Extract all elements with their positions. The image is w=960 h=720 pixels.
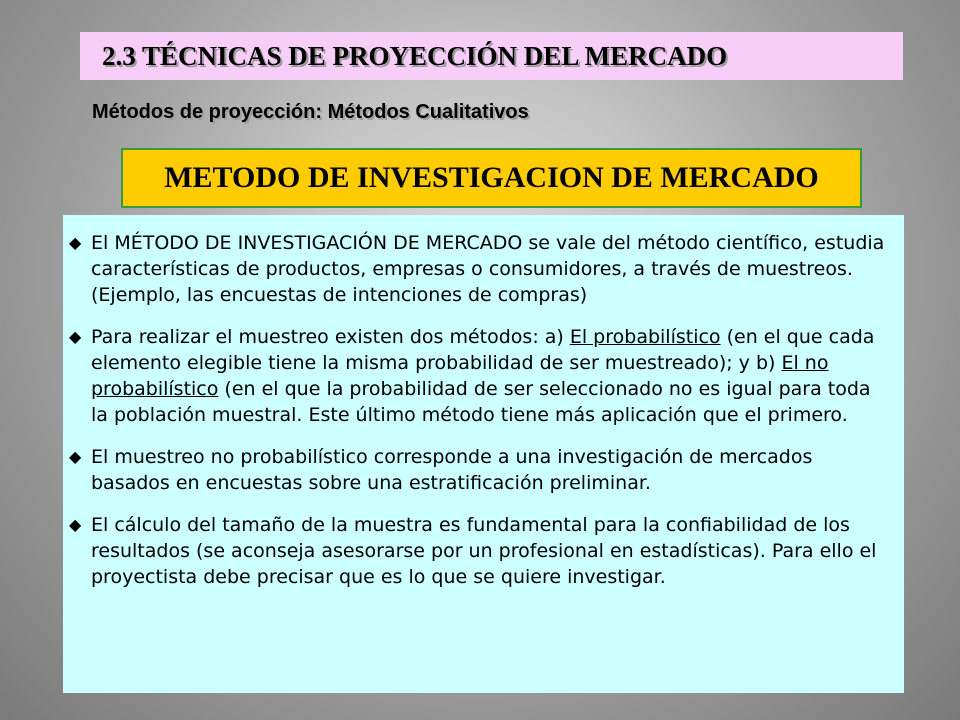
bullet-item: [69, 444, 890, 496]
diamond-bullet-icon: ◆: [69, 233, 82, 252]
bullet-item: [69, 230, 890, 308]
content-panel: [63, 215, 904, 693]
non-probabilistic-term: El no probabilístico: [91, 352, 829, 400]
bullet-item: [69, 512, 890, 590]
method-title-box: [121, 148, 862, 208]
bullet-list: [69, 230, 890, 590]
bullet-text: El muestreo no probabilístico corresponde a una investigación de mercados basados en encuestas sobre una estratificación preliminar.: [91, 446, 813, 494]
slide-title-box: [80, 32, 903, 80]
probabilistic-term: El probabilístico: [569, 326, 721, 348]
diamond-bullet-icon: ◆: [69, 447, 82, 466]
bullet-text-part: (en el que cada elemento elegible tiene la misma probabilidad de ser muestreado); y b): [91, 326, 875, 374]
diamond-bullet-icon: ◆: [69, 515, 82, 534]
slide-title: 2.3 TÉCNICAS DE PROYECCIÓN DEL MERCADO: [102, 40, 728, 71]
slide-subtitle: Métodos de proyección: Métodos Cualitativos: [92, 101, 529, 123]
method-title: METODO DE INVESTIGACION DE MERCADO: [164, 161, 819, 194]
bullet-text-part: Para realizar el muestreo existen dos métodos: a): [91, 326, 570, 348]
diamond-bullet-icon: ◆: [69, 327, 82, 346]
bullet-text: El MÉTODO DE INVESTIGACIÓN DE MERCADO se vale del método científico, estudia características de productos, empresas o consumidores, a través de muestreos. (Ejemplo, las encuestas de intenciones de compras): [91, 232, 885, 306]
bullet-item: [69, 324, 890, 428]
bullet-text: El cálculo del tamaño de la muestra es fundamental para la confiabilidad de los resultados (se aconseja asesorarse por un profesional en estadísticas). Para ello el proyectista debe precisar que es lo que se quiere investigar.: [91, 514, 877, 588]
bullet-text-part: (en el que la probabilidad de ser seleccionado no es igual para toda la población muestral. Este último método tiene más aplicación que el primero.: [91, 378, 871, 426]
